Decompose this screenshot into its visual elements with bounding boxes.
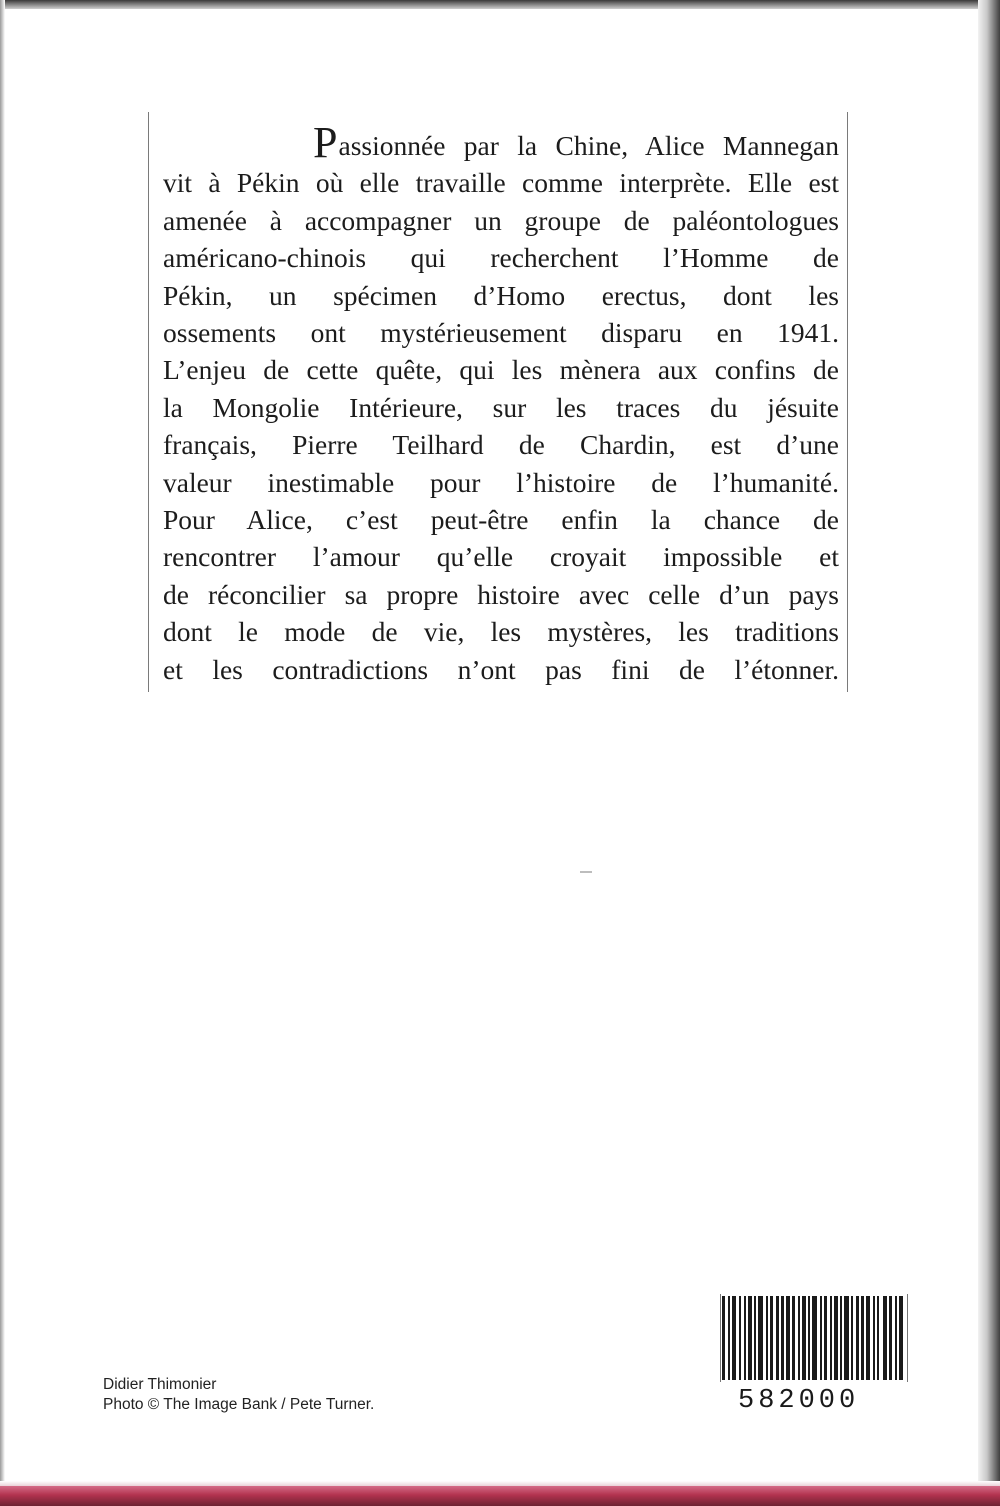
cover-top-edge [0, 0, 1000, 9]
cover-bottom-edge [0, 1486, 1000, 1506]
print-speck [580, 871, 592, 873]
blurb-line: et les contradictions n’ont pas fini de l’étonner. [163, 653, 839, 685]
barcode-space [903, 1296, 906, 1380]
blurb-line: américano-chinois qui recherchent l’Homme de [163, 242, 839, 274]
blurb-line: Pékin, un spécimen d’Homo erectus, dont les [163, 279, 839, 311]
blurb-line [163, 118, 839, 167]
photo-credit: Photo © The Image Bank / Pete Turner. [103, 1396, 375, 1413]
blurb-line: de réconcilier sa propre histoire avec celle d’un pays [163, 578, 839, 610]
cover-left-edge [0, 0, 5, 1506]
blurb-line: ossements ont mystérieusement disparu en 1941. [163, 317, 839, 349]
blurb-dropcap: P [313, 118, 338, 167]
credits [103, 1375, 374, 1415]
blurb-line: la Mongolie Intérieure, sur les traces du jésuite [163, 391, 839, 423]
blurb-line: Pour Alice, c’est peut-être enfin la chance de [163, 504, 839, 536]
barcode-number: 582000 [738, 1386, 860, 1416]
blurb-line: amenée à accompagner un groupe de paléontologues [163, 204, 839, 236]
blurb-line: vit à Pékin où elle travaille comme interprète. Elle est [163, 167, 839, 199]
blurb-line: rencontrer l’amour qu’elle croyait impossible et [163, 541, 839, 573]
blurb-line-text: assionnée par la Chine, Alice Mannegan [338, 130, 839, 161]
blurb-line: dont le mode de vie, les mystères, les traditions [163, 616, 839, 648]
blurb-line: L’enjeu de cette quête, qui les mènera aux confins de [163, 354, 839, 386]
blurb-line: valeur inestimable pour l’histoire de l’humanité. [163, 466, 839, 498]
author-credit: Didier Thimonier [103, 1376, 217, 1393]
blurb-line: français, Pierre Teilhard de Chardin, est d’une [163, 429, 839, 461]
blurb-text [163, 118, 839, 688]
cover-right-edge [978, 0, 1000, 1506]
barcode [722, 1296, 906, 1380]
